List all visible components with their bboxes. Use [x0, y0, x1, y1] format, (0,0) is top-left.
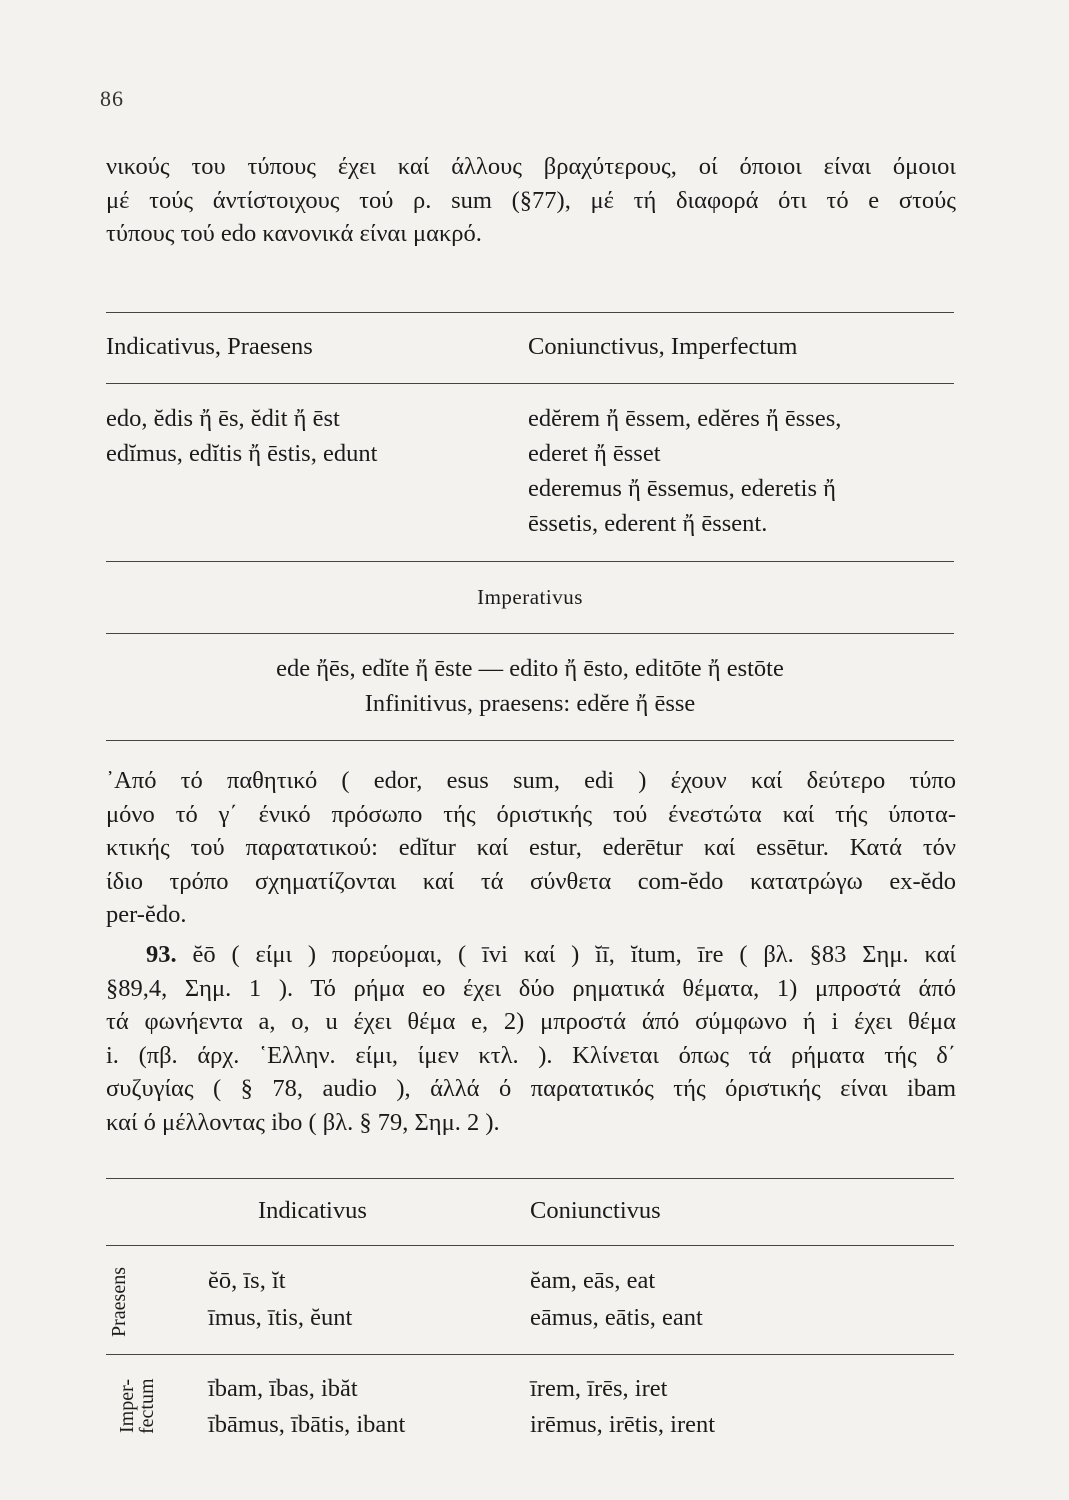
imperfectum-indicative-line: ībam, ības, ibăt — [208, 1375, 358, 1402]
imperfectum-label-2: fectum — [136, 1378, 158, 1434]
section-93-line: τά φωνήεντα a, o, u έχει θέμα e, 2) μπροστά άπό σύμφωνο ή i έχει θέμα — [106, 1008, 956, 1035]
imperativus-title: Imperativus — [477, 585, 583, 609]
imperfectum-subjunctive-line: irēmus, irētis, irent — [530, 1411, 716, 1438]
section-number: 93. — [146, 941, 177, 968]
praesens-subjunctive-line: eāmus, eātis, eant — [530, 1304, 703, 1331]
subjunctive-line: ēssetis, ederent ἤ ēssent. — [528, 510, 768, 537]
subjunctive-line: edĕrem ἤ ēssem, edĕres ἤ ēsses, — [528, 405, 842, 432]
table-rule — [106, 1354, 954, 1355]
intro-line: μέ τούς άντίστοιχους τού ρ. sum (§77), μέ τή διαφορά ότι τό e στούς — [106, 186, 956, 214]
indicative-line: edo, ĕdis ἤ ēs, ĕdit ἤ ēst — [106, 405, 340, 432]
header-coniunctivus: Coniunctivus — [530, 1197, 661, 1224]
table-rule — [106, 383, 954, 384]
header-indicativus: Indicativus — [258, 1197, 367, 1224]
table-rule — [106, 561, 954, 562]
passive-paragraph — [106, 764, 956, 932]
passive-line: μόνο τό γ΄ ένικό πρόσωπο τής όριστικής τού ένεστώτα καί τής ύποτα- — [106, 800, 956, 828]
header-indicativus-praesens: Indicativus, Praesens — [106, 333, 313, 360]
praesens-indicative-line: īmus, ītis, ĕunt — [208, 1304, 353, 1331]
subjunctive-line: ederet ἤ ēsset — [528, 440, 661, 467]
imperfectum-subjunctive-line: īrem, īrēs, iret — [530, 1375, 668, 1402]
table-rule — [106, 312, 954, 313]
section-93-line: §89,4, Σημ. 1 ). Τό ρήμα eo έχει δύο ρηματικά θέματα, 1) μπροστά άπό — [106, 974, 956, 1002]
section-93-first-text: ĕō ( είμι ) πορεύομαι, ( īvi καί ) ĭī, ĭtum, īre ( βλ. §83 Σημ. καί — [192, 941, 956, 968]
imperfectum-indicative-line: ībāmus, ībātis, ibant — [208, 1411, 406, 1438]
page-number: 86 — [100, 86, 124, 111]
praesens-indicative-line: ĕō, īs, ĭt — [208, 1267, 286, 1294]
praesens-subjunctive-line: ĕam, eās, eat — [530, 1267, 656, 1294]
passive-line: ίδιο τρόπο σχηματίζονται καί τά σύνθετα com-ĕdo κατατρώγω ex-ĕdo — [106, 867, 956, 895]
section-93-line: i. (πβ. άρχ. ῾Ελλην. είμι, ίμεν κτλ. ). Κλίνεται όπως τά ρήματα τής δ΄ — [106, 1041, 956, 1069]
intro-paragraph — [106, 150, 956, 251]
table-rule — [106, 1245, 954, 1246]
imperativus-line: ede ἤēs, edĭte ἤ ēste — edito ἤ ēsto, editōte ἤ estōte — [276, 655, 784, 682]
section-93-line: καί ό μέλλοντας ibo ( βλ. § 79, Σημ. 2 ). — [106, 1108, 500, 1136]
table-rule — [106, 633, 954, 634]
imperfectum-label-1: Imper- — [116, 1379, 138, 1434]
passive-line: ᾿Από τό παθητικό ( edor, esus sum, edi ) έχουν καί δεύτερο τύπο — [106, 767, 956, 794]
passive-line: per-ĕdo. — [106, 901, 187, 928]
passive-line: κτικής τού παρατατικού: edĭtur καί estur, ederētur καί essētur. Κατά τόν — [106, 834, 956, 861]
table-rule — [106, 1178, 954, 1179]
table-rule — [106, 740, 954, 741]
praesens-label: Praesens — [108, 1267, 130, 1337]
header-coniunctivus-imperfectum: Coniunctivus, Imperfectum — [528, 333, 798, 360]
intro-line: νικούς του τύπους έχει καί άλλους βραχύτερους, οί όποιοι είναι όμοιοι — [106, 153, 956, 180]
section-93-first-line — [106, 938, 956, 972]
subjunctive-line: ederemus ἤ ēssemus, ederetis ἤ — [528, 475, 836, 502]
infinitivus-line: Infinitivus, praesens: edĕre ἤ ēsse — [364, 690, 696, 717]
section-93-line: συζυγίας ( § 78, audio ), άλλά ό παρατατικός τής όριστικής είναι ibam — [106, 1075, 956, 1102]
indicative-line: edĭmus, edĭtis ἤ ēstis, edunt — [106, 440, 378, 467]
intro-line: τύπους τού edo κανονικά είναι μακρό. — [106, 220, 482, 247]
section-93-paragraph — [106, 938, 956, 1139]
